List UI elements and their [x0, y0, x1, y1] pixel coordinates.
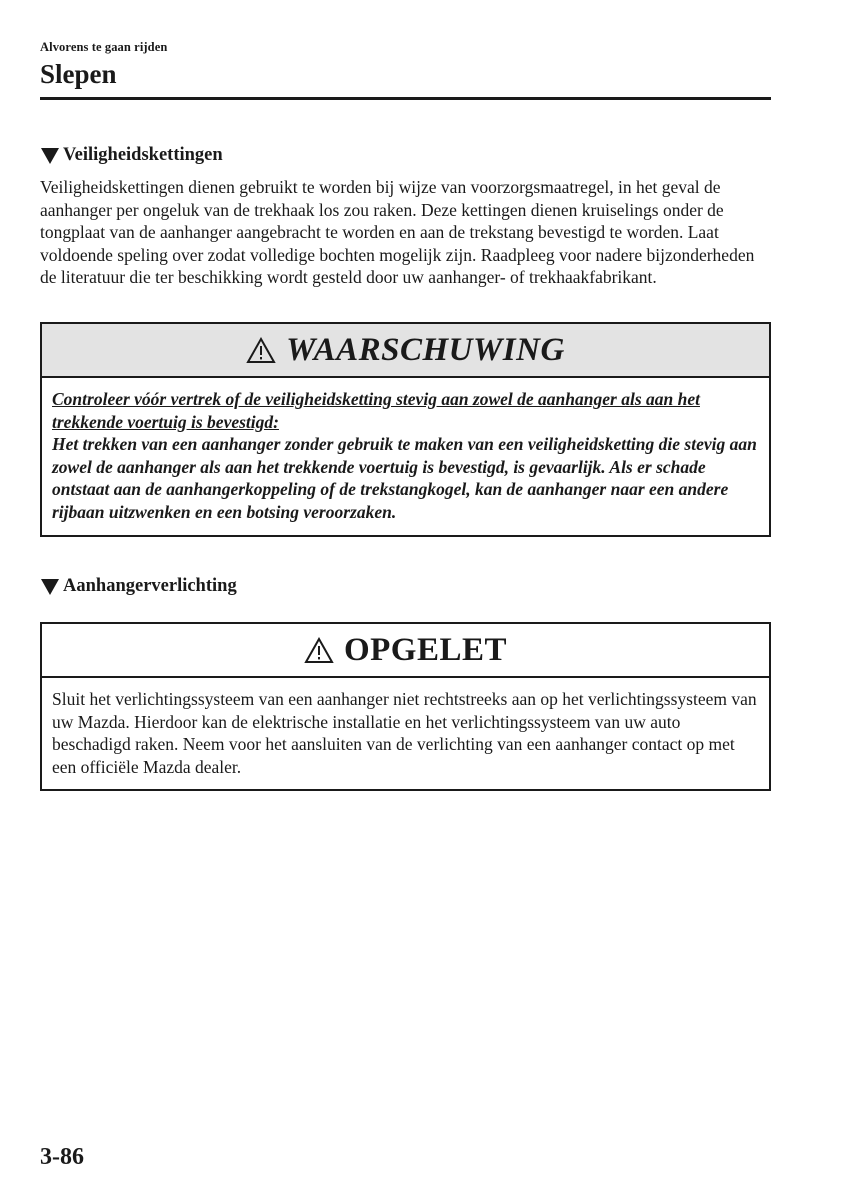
caution-box — [40, 622, 771, 791]
warning-triangle-icon — [304, 637, 334, 664]
caution-title: OPGELET — [343, 631, 508, 668]
warning-box — [40, 322, 771, 537]
triangle-down-icon — [41, 579, 59, 595]
section-trailer-lights — [40, 576, 771, 597]
header-divider — [40, 97, 771, 100]
chapter-title: Alvorens te gaan rijden — [40, 40, 168, 54]
caution-body: Sluit het verlichtingssysteem van een aanhanger niet rechtstreeks aan op het verlichtingssysteem van uw Mazda. Hierdoor kan de elektrische installatie en het verlichtingssysteem van uw auto beschadigd raken. Neem voor het aansluiten van de verlichting van een aanhanger contact op met een officiële Mazda dealer. — [52, 689, 757, 777]
warning-header — [42, 324, 769, 378]
section-heading-text: Veiligheidskettingen — [63, 145, 223, 165]
warning-lead: Controleer vóór vertrek of de veiligheidsketting stevig aan zowel de aanhanger als aan het trekkende voertuig is bevestigd: — [52, 389, 700, 432]
warning-title: WAARSCHUWING — [286, 331, 565, 368]
caution-header — [42, 624, 769, 678]
section-heading-text: Aanhangerverlichting — [63, 576, 237, 596]
section-safety-chains — [40, 145, 771, 289]
warning-triangle-icon — [246, 337, 276, 364]
section-heading — [40, 576, 771, 597]
page-header — [40, 40, 771, 89]
triangle-down-icon — [41, 148, 59, 164]
page-title: Slepen — [40, 59, 117, 89]
page-number: 3-86 — [40, 1144, 84, 1170]
warning-text: Het trekken van een aanhanger zonder gebruik te maken van een veiligheidsketting die stevig aan zowel de aanhanger als aan het trekkende voertuig is bevestigd, is gevaarlijk. Als er schade ontstaat aan de aanhangerkoppeling of de trekstangkogel, kan de aanhanger naar een andere rijbaan uitzwenken en een botsing veroorzaken. — [52, 434, 757, 522]
section-heading — [40, 145, 771, 166]
section-body: Veiligheidskettingen dienen gebruikt te worden bij wijze van voorzorgsmaatregel, in het geval de aanhanger per ongeluk van de trekhaak los zou raken. Deze kettingen dienen kruiselings onder de tongplaat van de aanhanger aangebracht te worden en aan de trekstang bevestigd te worden. Laat voldoende speling over zodat volledige bochten mogelijk zijn. Raadpleeg voor nadere bijzonderheden de literatuur die ter beschikking wordt gesteld door uw aanhanger- of trekhaakfabrikant. — [40, 177, 755, 287]
warning-body — [42, 378, 769, 535]
